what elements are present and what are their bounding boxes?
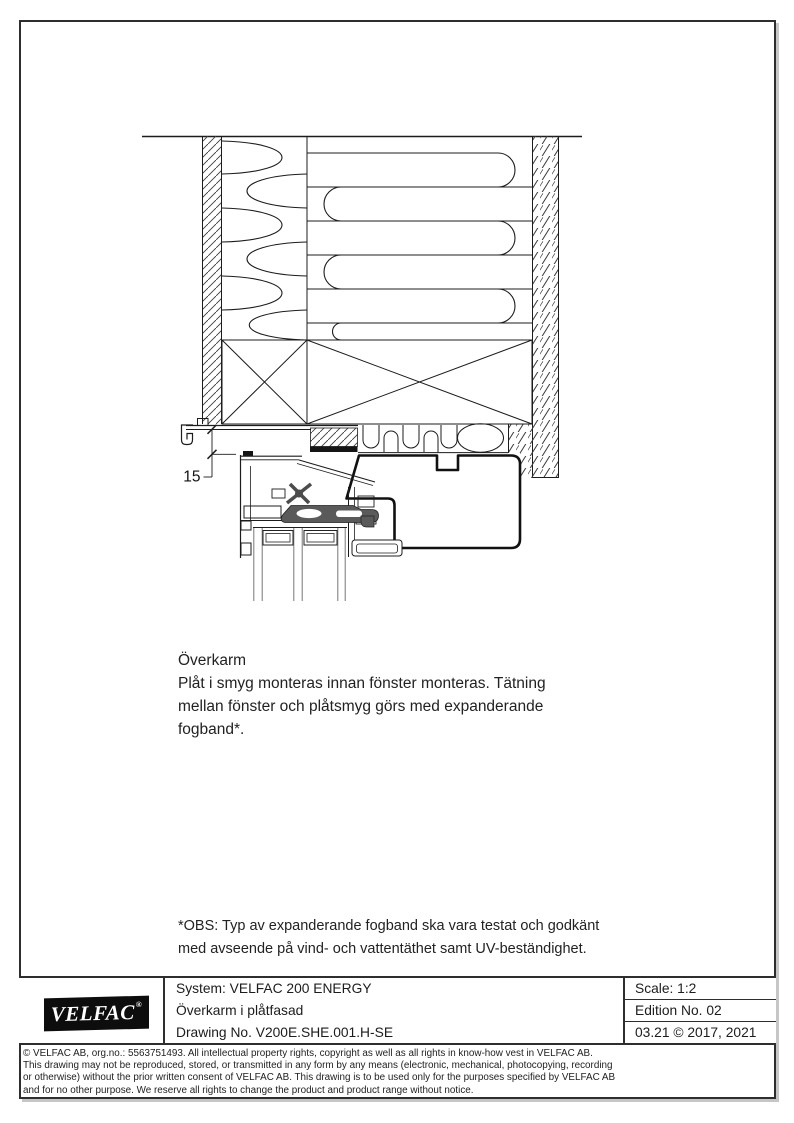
- drawing-no-row: Drawing No. V200E.SHE.001.H-SE: [176, 1024, 394, 1040]
- legal-line: This drawing may not be reproduced, stored, or transmitted in any form by any means (electronic, mechanical, photocopying, recording: [23, 1060, 613, 1072]
- glazing-spacer: [263, 531, 293, 546]
- logo-cell: [19, 978, 165, 1043]
- title-block-main: [165, 978, 625, 1043]
- legal-line: or otherwise) without the prior written consent of VELFAC AB. This drawing is to be used only for the purposes specified by VELFAC AB: [23, 1072, 616, 1084]
- footnote-line: *OBS: Typ av expanderande fogband ska vara testat och godkänt: [178, 918, 600, 934]
- system-row: System: VELFAC 200 ENERGY: [176, 981, 372, 997]
- timber-blocking: [222, 340, 532, 424]
- technical-drawing: [130, 115, 600, 620]
- edition-row: Edition No. 02: [625, 1000, 776, 1022]
- expanding-foam-tape: [310, 447, 358, 453]
- note-line: fogband*.: [178, 721, 245, 738]
- insulation-bay-left: [222, 141, 307, 340]
- note-line: Plåt i smyg monteras innan fönster monteras. Tätning: [178, 675, 546, 692]
- insulation-bay-right: [307, 153, 532, 340]
- legal-line: © VELFAC AB, org.no.: 5563751493. All intellectual property rights, copyright as well as all rights in know-how vest in VELFAC AB.: [23, 1048, 593, 1059]
- outer-board-hatch: [203, 136, 221, 424]
- logo-text: VELFAC: [50, 999, 135, 1027]
- installation-note: [178, 649, 546, 741]
- scale-row: Scale: 1:2: [625, 978, 776, 1000]
- title-block-right: [625, 978, 776, 1043]
- drawing-title-row: Överkarm i plåtfasad: [176, 1003, 304, 1018]
- velfac-logo: [44, 996, 149, 1032]
- registered-mark: ®: [135, 999, 143, 1009]
- window-frame-profile: [347, 456, 521, 549]
- reveal-corner-hatch: [508, 424, 533, 453]
- dimension-label: 15: [183, 468, 201, 486]
- reveal-hatch-block: [311, 428, 358, 447]
- note-line: mellan fönster och plåtsmyg görs med expanderande: [178, 698, 544, 715]
- title-block: [19, 976, 776, 1045]
- footnote: [178, 915, 599, 961]
- date-row: 03.21 © 2017, 2021: [635, 1025, 757, 1040]
- drip-edge-hook: [182, 425, 194, 445]
- mineral-wool-strip: [358, 424, 532, 453]
- glazing-unit: [254, 528, 345, 601]
- reveal-detail: [310, 428, 358, 452]
- glazing-bead: [352, 540, 402, 556]
- legal-line: and for no other purpose. We reserve all rights to change the product and product range without notice.: [23, 1084, 474, 1096]
- inner-board-hatch: [533, 136, 558, 478]
- note-title: Överkarm: [178, 652, 247, 669]
- legal-notice: [23, 1048, 765, 1097]
- glazing-spacer: [304, 531, 337, 546]
- footnote-line: med avseende på vind- och vattentäthet samt UV-beständighet.: [178, 941, 587, 957]
